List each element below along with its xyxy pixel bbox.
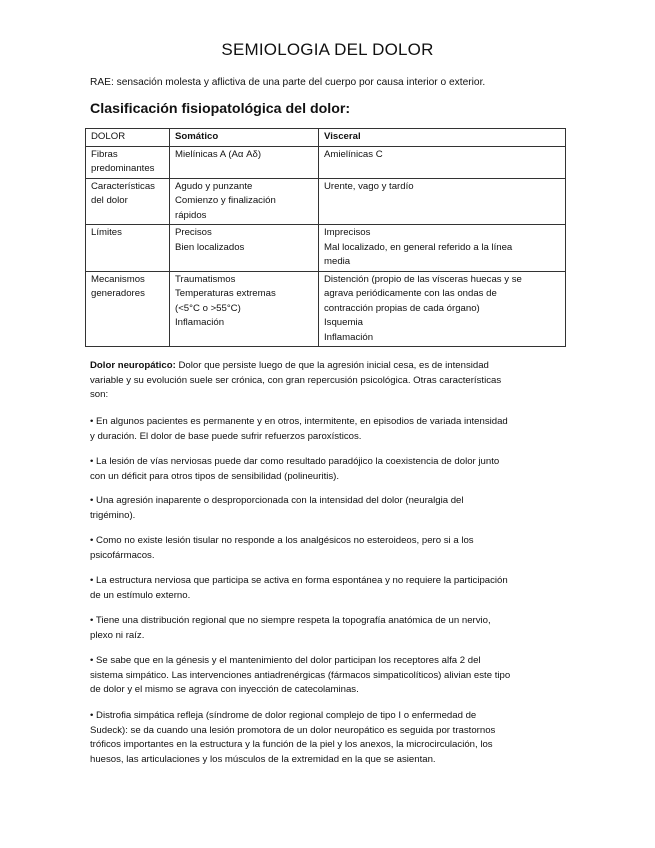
visceral-cell bbox=[319, 271, 566, 347]
cell-line: Límites bbox=[91, 227, 122, 238]
paragraph-line: variable y su evolución suele ser crónica, con gran repercusión psicológica. Otras características bbox=[90, 374, 502, 386]
table-row bbox=[86, 178, 566, 225]
paragraph-line: • La estructura nerviosa que participa se activa en forma espontánea y no requiere la participación bbox=[90, 575, 508, 586]
paragraph-line: • Tiene una distribución regional que no siempre respeta la topografía anatómica de un nervio, bbox=[90, 615, 491, 626]
cell-line: Distención (propio de las vísceras huecas y se bbox=[324, 273, 522, 285]
list-item bbox=[90, 709, 566, 767]
row-label bbox=[86, 146, 170, 178]
cell-line: Características bbox=[91, 180, 155, 192]
cell-line: Bien localizados bbox=[175, 241, 245, 253]
cell-line: contracción propias de cada órgano) bbox=[324, 302, 480, 314]
cell-line: predominantes bbox=[91, 163, 155, 174]
neuropathic-label: Dolor neuropático: bbox=[90, 360, 176, 371]
cell-line: Amielínicas C bbox=[324, 148, 383, 160]
header-somatico: Somático bbox=[170, 129, 319, 147]
row-label bbox=[86, 225, 170, 272]
paragraph-line: plexo ni raíz. bbox=[90, 629, 145, 641]
paragraph-line: trigémino). bbox=[90, 509, 136, 521]
rae-definition: RAE: sensación molesta y aflictiva de una parte del cuerpo por causa interior o exterior. bbox=[90, 77, 486, 88]
paragraph-line: con un déficit para otros tipos de sensibilidad (polineuritis). bbox=[90, 470, 340, 482]
row-label bbox=[86, 271, 170, 347]
cell-line: Temperaturas extremas bbox=[175, 288, 276, 299]
list-item bbox=[90, 574, 566, 603]
header-dolor: DOLOR bbox=[86, 129, 170, 147]
paragraph-text: Dolor que persiste luego de que la agresión inicial cesa, es de intensidad bbox=[175, 360, 489, 371]
cell-line: del dolor bbox=[91, 195, 128, 206]
visceral-cell bbox=[319, 146, 566, 178]
paragraph-line: de un estímulo externo. bbox=[90, 589, 191, 601]
paragraph-line: tróficos importantes en la estructura y la función de la piel y los anexos, la microcirculación, los bbox=[90, 739, 493, 751]
cell-line: Traumatismos bbox=[175, 273, 236, 285]
cell-line: Mecanismos bbox=[91, 273, 145, 285]
header-visceral: Visceral bbox=[319, 129, 566, 147]
cell-line: media bbox=[324, 256, 351, 267]
list-item bbox=[90, 494, 566, 523]
cell-line: Comienzo y finalización bbox=[175, 195, 276, 206]
paragraph-line: • En algunos pacientes es permanente y en otros, intermitente, en episodios de variada intensidad bbox=[90, 416, 508, 427]
visceral-cell bbox=[319, 178, 566, 225]
list-item bbox=[90, 534, 566, 563]
cell-line: rápidos bbox=[175, 209, 207, 221]
cell-line: agrava periódicamente con las ondas de bbox=[324, 288, 497, 299]
paragraph-line: Sudeck): se da cuando una lesión promotora de un dolor neuropático es seguida por trastornos bbox=[90, 724, 496, 736]
cell-line: Inflamación bbox=[175, 317, 225, 328]
paragraph-line: • La lesión de vías nerviosas puede dar como resultado paradójico la coexistencia de dolor junto bbox=[90, 456, 500, 467]
row-label bbox=[86, 178, 170, 225]
paragraph-line: • Una agresión inaparente o desproporcionada con la intensidad del dolor (neuralgia del bbox=[90, 495, 464, 506]
somatico-cell bbox=[170, 146, 319, 178]
cell-line: Imprecisos bbox=[324, 227, 371, 238]
cell-line: Urente, vago y tardío bbox=[324, 180, 414, 192]
somatico-cell bbox=[170, 271, 319, 347]
table-row bbox=[86, 225, 566, 272]
list-item bbox=[90, 614, 566, 643]
paragraph-line: • Distrofia simpática refleja (síndrome de dolor regional complejo de tipo I o enfermedad de bbox=[90, 710, 477, 721]
cell-line: generadores bbox=[91, 288, 145, 299]
table-header-row bbox=[86, 129, 566, 147]
cell-line: Precisos bbox=[175, 227, 212, 238]
page-title: SEMIOLOGIA DEL DOLOR bbox=[221, 40, 434, 59]
paragraph-line: de dolor y el mismo se agrava con inyección de catecolaminas. bbox=[90, 684, 359, 696]
somatico-cell bbox=[170, 225, 319, 272]
cell-line: Isquemia bbox=[324, 317, 363, 328]
section-heading: Clasificación fisiopatológica del dolor: bbox=[90, 101, 351, 117]
paragraph-line: • Como no existe lesión tisular no responde a los analgésicos no esteroideos, pero si a los bbox=[90, 535, 474, 546]
visceral-cell bbox=[319, 225, 566, 272]
cell-line: (<5°C o >55°C) bbox=[175, 302, 241, 314]
classification-table bbox=[85, 128, 566, 347]
cell-line: Inflamación bbox=[324, 331, 374, 343]
list-item bbox=[90, 455, 566, 484]
paragraph-line: psicofármacos. bbox=[90, 549, 155, 561]
list-item bbox=[90, 654, 566, 698]
cell-line: Mielínicas A (Aα Aδ) bbox=[175, 148, 262, 160]
neuropathic-paragraph bbox=[90, 359, 566, 403]
table-row bbox=[86, 146, 566, 178]
cell-line: Mal localizado, en general referido a la línea bbox=[324, 241, 513, 253]
paragraph-line: son: bbox=[90, 389, 109, 401]
somatico-cell bbox=[170, 178, 319, 225]
cell-line: Fibras bbox=[91, 148, 118, 160]
cell-line: Agudo y punzante bbox=[175, 180, 253, 192]
paragraph-line: sistema simpático. Las intervenciones antiadrenérgicas (fármacos simpaticolíticos) alivian este tipo bbox=[90, 669, 511, 681]
paragraph-line: y duración. El dolor de base puede sufrir refuerzos paroxísticos. bbox=[90, 430, 362, 442]
paragraph-line: huesos, las articulaciones y los músculos de la extremidad en la que se asientan. bbox=[90, 753, 436, 765]
paragraph-line bbox=[90, 359, 566, 374]
list-item bbox=[90, 415, 566, 444]
paragraph-line: • Se sabe que en la génesis y el mantenimiento del dolor participan los receptores alfa 2 del bbox=[90, 655, 481, 666]
table-row bbox=[86, 271, 566, 347]
